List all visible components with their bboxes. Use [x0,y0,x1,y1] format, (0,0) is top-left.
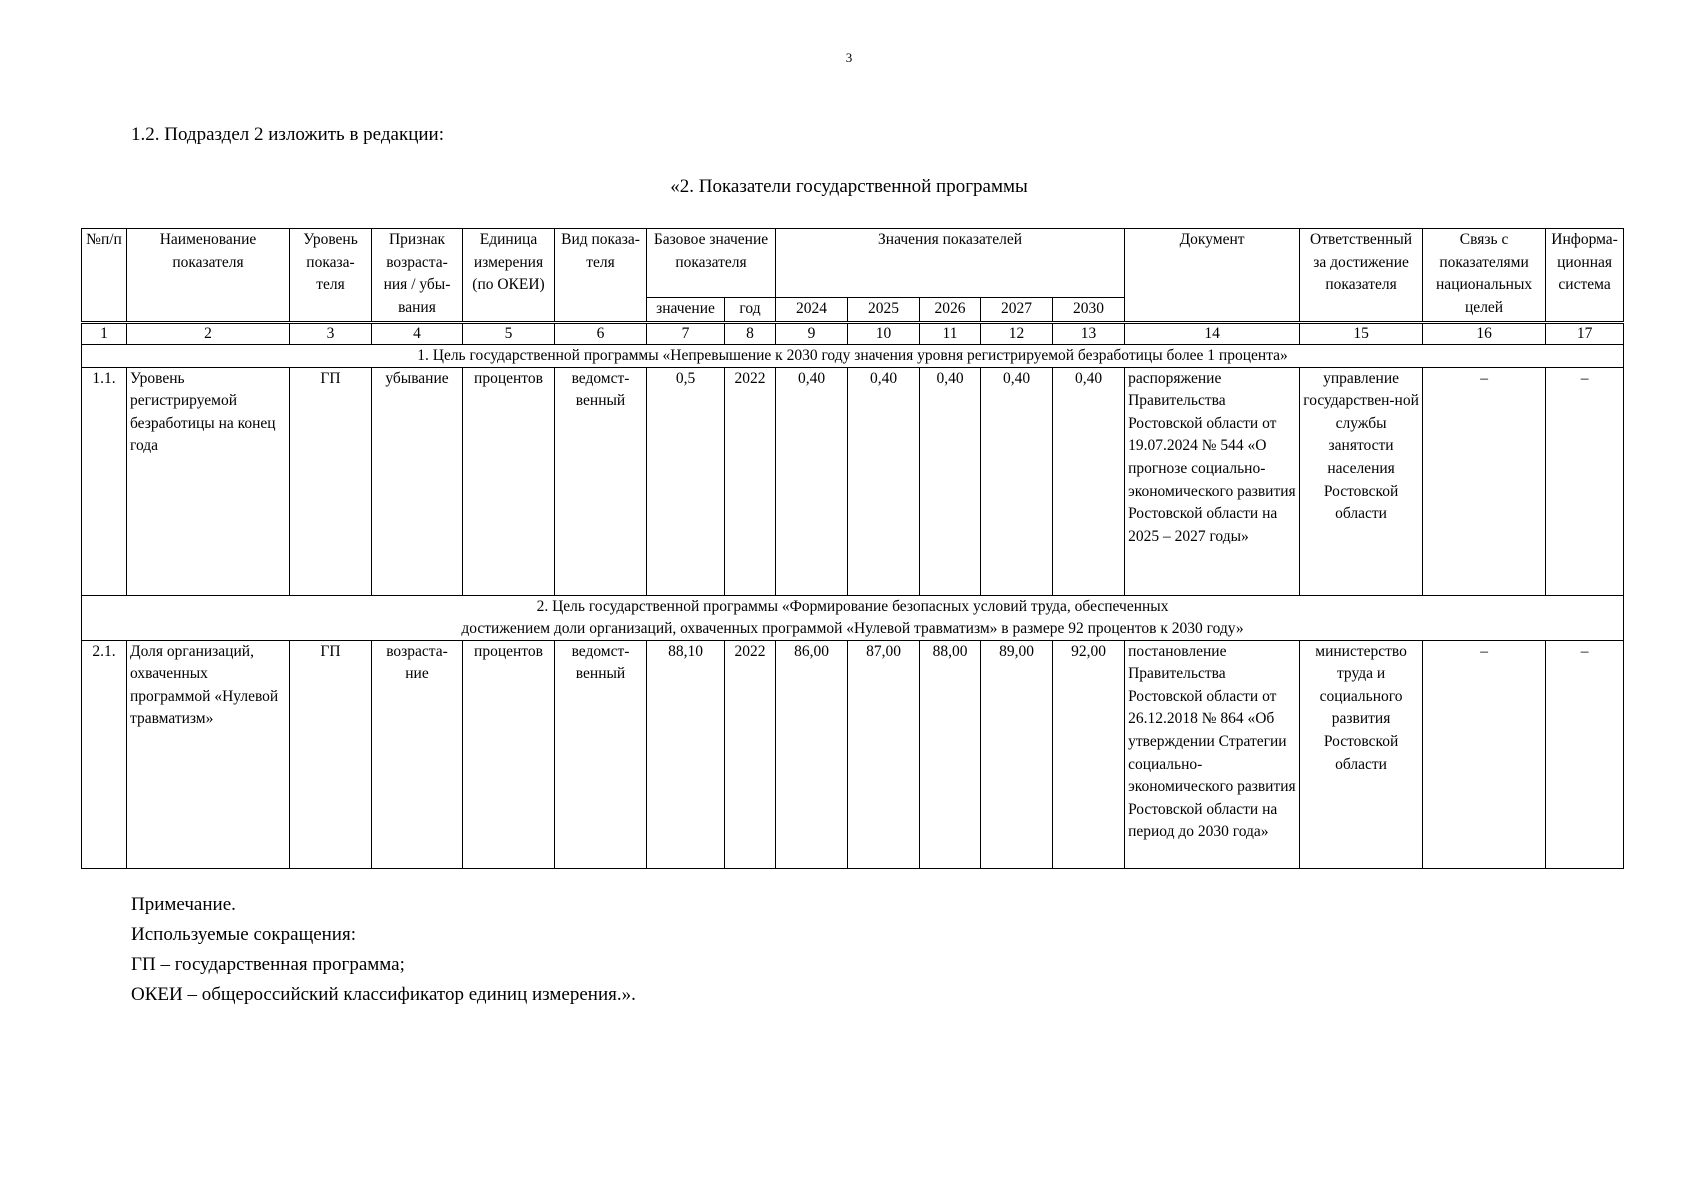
indicator-kind: ведомст-венный [555,640,647,868]
base-year: 2022 [725,640,776,868]
header-year: 2024 [776,298,848,323]
info-system-cell: – [1546,640,1624,868]
header-info-system: Информа-ционная система [1546,229,1624,323]
document-cell: распоряжение Правительства Ростовской области от 19.07.2024 № 544 «О прогнозе социально-экономического развития Ростовской области на 2025 – 2027 годы» [1125,367,1300,595]
indicator-level: ГП [290,367,372,595]
column-number: 8 [725,322,776,344]
info-system-cell: – [1546,367,1624,595]
column-number: 14 [1125,322,1300,344]
goal-1-row [82,344,1624,367]
header-base-value: значение [647,298,725,323]
document-cell: постановление Правительства Ростовской области от 26.12.2018 № 864 «Об утверждении Стратегии социально-экономического развития Ростовской области на период до 2030 года» [1125,640,1300,868]
link-cell: – [1423,640,1546,868]
header-row-1 [82,229,1624,298]
goal-2-title-line2: достижением доли организаций, охваченных программой «Нулевой травматизм» в размере 92 процентов к 2030 году» [461,619,1244,637]
header-year: 2027 [981,298,1053,323]
link-cell: – [1423,367,1546,595]
column-number: 9 [776,322,848,344]
column-number: 13 [1053,322,1125,344]
table-row [82,640,1624,868]
header-base-year: год [725,298,776,323]
value-2024: 0,40 [776,367,848,595]
notes-block [131,890,636,1010]
table-title: «2. Показатели государственной программы [670,176,1028,197]
note-line: Примечание. [131,894,236,915]
header-name: Наименование показателя [127,229,290,323]
note-line: Используемые сокращения: [131,924,356,945]
goal-2-title [82,595,1624,640]
page-number: 3 [845,50,853,65]
header-sign: Признак возраста-ния / убы-вания [372,229,463,323]
subsection-heading: 1.2. Подраздел 2 изложить в редакции: [131,124,444,145]
value-2025: 0,40 [848,367,920,595]
header-year: 2025 [848,298,920,323]
base-value: 0,5 [647,367,725,595]
indicator-unit: процентов [463,367,555,595]
indicator-sign: возраста-ние [372,640,463,868]
column-number: 12 [981,322,1053,344]
value-2026: 88,00 [920,640,981,868]
indicator-unit: процентов [463,640,555,868]
column-number: 3 [290,322,372,344]
header-document: Документ [1125,229,1300,323]
value-2027: 0,40 [981,367,1053,595]
value-2027: 89,00 [981,640,1053,868]
column-number: 5 [463,322,555,344]
indicators-table [81,228,1624,869]
value-2026: 0,40 [920,367,981,595]
base-year: 2022 [725,367,776,595]
column-number: 1 [82,322,127,344]
header-num: №п/п [82,229,127,323]
indicator-name: Уровень регистрируемой безработицы на конец года [127,367,290,595]
header-unit: Единица измерения (по ОКЕИ) [463,229,555,323]
column-number: 16 [1423,322,1546,344]
indicator-kind: ведомст-венный [555,367,647,595]
header-kind: Вид показа-теля [555,229,647,323]
column-number: 6 [555,322,647,344]
goal-1-title: 1. Цель государственной программы «Непревышение к 2030 году значения уровня регистрируемой безработицы более 1 процента» [82,344,1624,367]
indicator-level: ГП [290,640,372,868]
value-2025: 87,00 [848,640,920,868]
column-numbers-row [82,322,1624,344]
column-number: 2 [127,322,290,344]
indicator-sign: убывание [372,367,463,595]
header-year: 2030 [1053,298,1125,323]
value-2030: 0,40 [1053,367,1125,595]
indicator-name: Доля организаций, охваченных программой «Нулевой травматизм» [127,640,290,868]
note-line: ГП – государственная программа; [131,954,405,975]
goal-2-title-line1: 2. Цель государственной программы «Формирование безопасных условий труда, обеспеченных [536,597,1169,615]
header-base: Базовое значение показателя [647,229,776,298]
header-year: 2026 [920,298,981,323]
table-row [82,367,1624,595]
header-link: Связь с показателями национальных целей [1423,229,1546,323]
header-level: Уровень показа-теля [290,229,372,323]
column-number: 17 [1546,322,1624,344]
row-num: 2.1. [82,640,127,868]
note-line: ОКЕИ – общероссийский классификатор единиц измерения.». [131,984,636,1005]
column-number: 10 [848,322,920,344]
responsible-cell: министерство труда и социального развития Ростовской области [1300,640,1423,868]
responsible-cell: управление государствен-ной службы занятости населения Ростовской области [1300,367,1423,595]
value-2030: 92,00 [1053,640,1125,868]
column-number: 7 [647,322,725,344]
column-number: 15 [1300,322,1423,344]
goal-2-row [82,595,1624,640]
column-number: 4 [372,322,463,344]
base-value: 88,10 [647,640,725,868]
row-num: 1.1. [82,367,127,595]
column-number: 11 [920,322,981,344]
value-2024: 86,00 [776,640,848,868]
header-values: Значения показателей [776,229,1125,298]
header-responsible: Ответственный за достижение показателя [1300,229,1423,323]
